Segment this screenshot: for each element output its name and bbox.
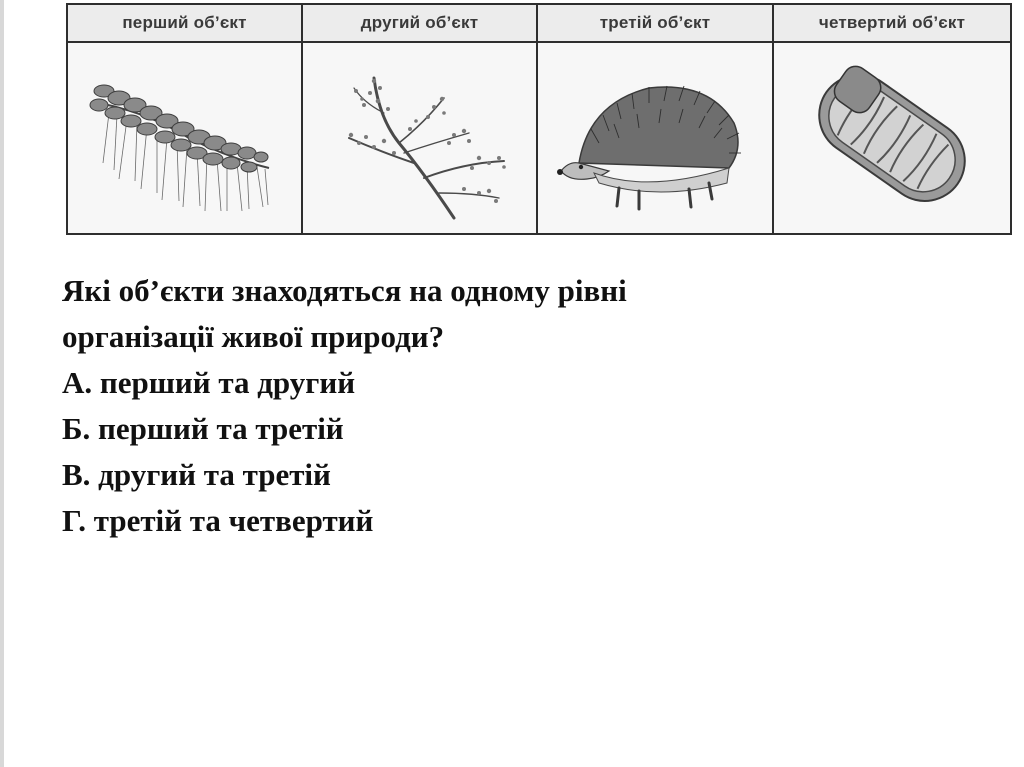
header-second-object: другий об’єкт [303, 5, 538, 43]
question-line-1: Які об’єкти знаходяться на одному рівні [62, 273, 627, 308]
third-object-image [538, 43, 774, 233]
branching-sprig-icon [304, 43, 536, 233]
answer-option-b: Б. перший та третій [62, 411, 344, 446]
question-block [62, 268, 962, 544]
header-third-object: третій об’єкт [538, 5, 774, 43]
answer-option-a: А. перший та другий [62, 365, 356, 400]
aquatic-plant-icon [69, 43, 301, 233]
objects-table [66, 3, 1012, 235]
first-object-image [68, 43, 303, 233]
header-fourth-object: четвертий об’єкт [774, 5, 1010, 43]
header-first-object: перший об’єкт [68, 5, 303, 43]
answer-option-g: Г. третій та четвертий [62, 503, 374, 538]
hedgehog-icon [539, 43, 771, 233]
fourth-object-image [774, 43, 1010, 233]
mitochondrion-icon [776, 43, 1008, 233]
second-object-image [303, 43, 538, 233]
answer-option-v: В. другий та третій [62, 457, 331, 492]
question-line-2: організації живої природи? [62, 319, 445, 354]
